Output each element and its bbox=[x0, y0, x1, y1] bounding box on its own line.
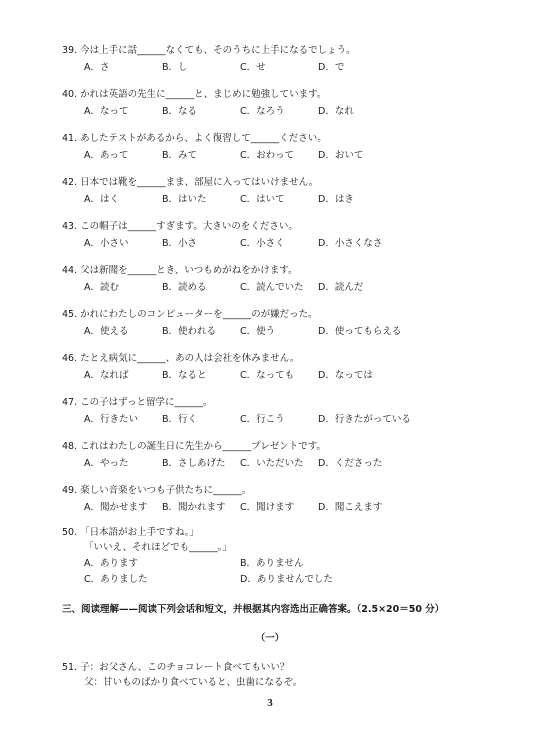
answer-options bbox=[84, 325, 402, 338]
question-47 bbox=[62, 396, 411, 426]
option-c: C．なろう bbox=[240, 106, 285, 117]
answer-options bbox=[84, 457, 396, 470]
answer-options bbox=[84, 105, 396, 118]
option-c: C．ありました bbox=[84, 574, 148, 585]
answer-options bbox=[84, 237, 396, 250]
option-c: C．おわって bbox=[240, 150, 295, 161]
question-46 bbox=[62, 352, 396, 382]
question-stem: 45. かれにわたしのコンピューターを______のが嫌だった。 bbox=[62, 309, 318, 320]
option-b: B．なる bbox=[162, 106, 198, 117]
answer-options bbox=[84, 193, 396, 206]
option-b: B．し bbox=[162, 62, 188, 73]
option-d: D．なっては bbox=[318, 370, 373, 381]
question-stem: 42. 日本では靴を______まま、部屋に入ってはいけません。 bbox=[62, 177, 319, 188]
option-b: B．ありません bbox=[240, 558, 304, 569]
option-c: C．いただいた bbox=[240, 458, 304, 469]
option-d: D．使ってもらえる bbox=[318, 326, 402, 337]
option-a: A．なって bbox=[84, 106, 129, 117]
option-a: A．はく bbox=[84, 194, 119, 205]
option-c: C．小さく bbox=[240, 238, 285, 249]
answer-options bbox=[84, 149, 396, 162]
option-b: B．聞かれます bbox=[162, 502, 226, 513]
question-stem: 48. これはわたしの誕生日に先生から______プレゼントです。 bbox=[62, 441, 326, 452]
option-b: B．さしあげた bbox=[162, 458, 226, 469]
option-c: C．なっても bbox=[240, 370, 295, 381]
option-a: A．やった bbox=[84, 458, 129, 469]
option-d: D．行きたがっている bbox=[318, 414, 411, 425]
option-b: B．小さ bbox=[162, 238, 198, 249]
dialog-line-father: 父：甘いものばかり食べていると、虫歯になるぞ。 bbox=[84, 677, 303, 688]
option-a: A．さ bbox=[84, 62, 110, 73]
question-stem: 40. かれは英語の先生に______と、まじめに勉強しています。 bbox=[62, 89, 327, 100]
option-b: B．みて bbox=[162, 150, 198, 161]
question-stem: 49. 楽しい音楽をいつも子供たちに______。 bbox=[62, 485, 252, 496]
question-stem: 41. あしたテストがあるから、よく復習して______ください。 bbox=[62, 133, 327, 144]
answer-options-row-1 bbox=[84, 557, 396, 570]
question-stem: 44. 父は新聞を______とき、いつもめがねをかけます。 bbox=[62, 265, 298, 276]
option-c: C．聞けます bbox=[240, 502, 295, 513]
question-50 bbox=[62, 526, 396, 586]
option-a: A．聞かせます bbox=[84, 502, 148, 513]
option-a: A．使える bbox=[84, 326, 129, 337]
option-c: C．せ bbox=[240, 62, 266, 73]
answer-options bbox=[84, 61, 396, 74]
question-stem: 47. この子はずっと留学に______。 bbox=[62, 397, 213, 408]
question-39 bbox=[62, 44, 396, 74]
option-d: D．はき bbox=[318, 194, 354, 205]
option-d: D．聞こえます bbox=[318, 502, 383, 513]
dialog-line-child: 51. 子：お父さん、このチョコレート食べてもいい？ bbox=[62, 662, 290, 673]
option-a: A．なれば bbox=[84, 370, 129, 381]
question-43 bbox=[62, 220, 396, 250]
option-d: D．で bbox=[318, 62, 345, 73]
answer-options bbox=[84, 369, 396, 382]
question-stem: 39. 今は上手に話______なくても、そのうちに上手になるでしょう。 bbox=[62, 45, 356, 56]
option-a: A．行きたい bbox=[84, 414, 138, 425]
question-40 bbox=[62, 88, 396, 118]
option-a: A．あります bbox=[84, 558, 138, 569]
option-c: C．読んでいた bbox=[240, 282, 304, 293]
option-c: C．行こう bbox=[240, 414, 285, 425]
option-c: C．使う bbox=[240, 326, 276, 337]
question-stem-line-1: 50. 「日本語がお上手ですね。」 bbox=[62, 527, 199, 538]
page-number: 3 bbox=[267, 697, 273, 709]
answer-options bbox=[84, 281, 396, 294]
option-b: B．読める bbox=[162, 282, 207, 293]
question-45 bbox=[62, 308, 402, 338]
option-a: A．あって bbox=[84, 150, 129, 161]
section-heading: 三、阅读理解——阅读下列会话和短文，并根据其内容选出正确答案。（2.5×20＝50 分） bbox=[62, 604, 445, 615]
option-d: D．おいて bbox=[318, 150, 364, 161]
question-stem-line-2: 「いいえ、それほどでも______。」 bbox=[84, 542, 232, 553]
question-stem: 43. この帽子は______すぎます。大きいのをください。 bbox=[62, 221, 298, 232]
option-d: D．なれ bbox=[318, 106, 354, 117]
option-d: D．小さくなさ bbox=[318, 238, 383, 249]
question-41 bbox=[62, 132, 396, 162]
option-d: D．くださった bbox=[318, 458, 383, 469]
question-48 bbox=[62, 440, 396, 470]
option-d: D．読んだ bbox=[318, 282, 364, 293]
question-44 bbox=[62, 264, 396, 294]
option-a: A．読む bbox=[84, 282, 119, 293]
question-49 bbox=[62, 484, 396, 514]
subsection-heading: （一） bbox=[255, 633, 285, 644]
answer-options bbox=[84, 501, 396, 514]
option-b: B．なると bbox=[162, 370, 207, 381]
option-b: B．行く bbox=[162, 414, 198, 425]
option-d: D．ありませんでした bbox=[240, 574, 333, 585]
question-stem: 46. たとえ病気に______、あの人は会社を休みません。 bbox=[62, 353, 300, 364]
option-b: B．使われる bbox=[162, 326, 217, 337]
answer-options-row-2 bbox=[84, 573, 396, 586]
option-a: A．小さい bbox=[84, 238, 129, 249]
question-51 bbox=[62, 660, 302, 690]
answer-options bbox=[84, 413, 411, 426]
option-b: B．はいた bbox=[162, 194, 207, 205]
option-c: C．はいて bbox=[240, 194, 285, 205]
question-42 bbox=[62, 176, 396, 206]
